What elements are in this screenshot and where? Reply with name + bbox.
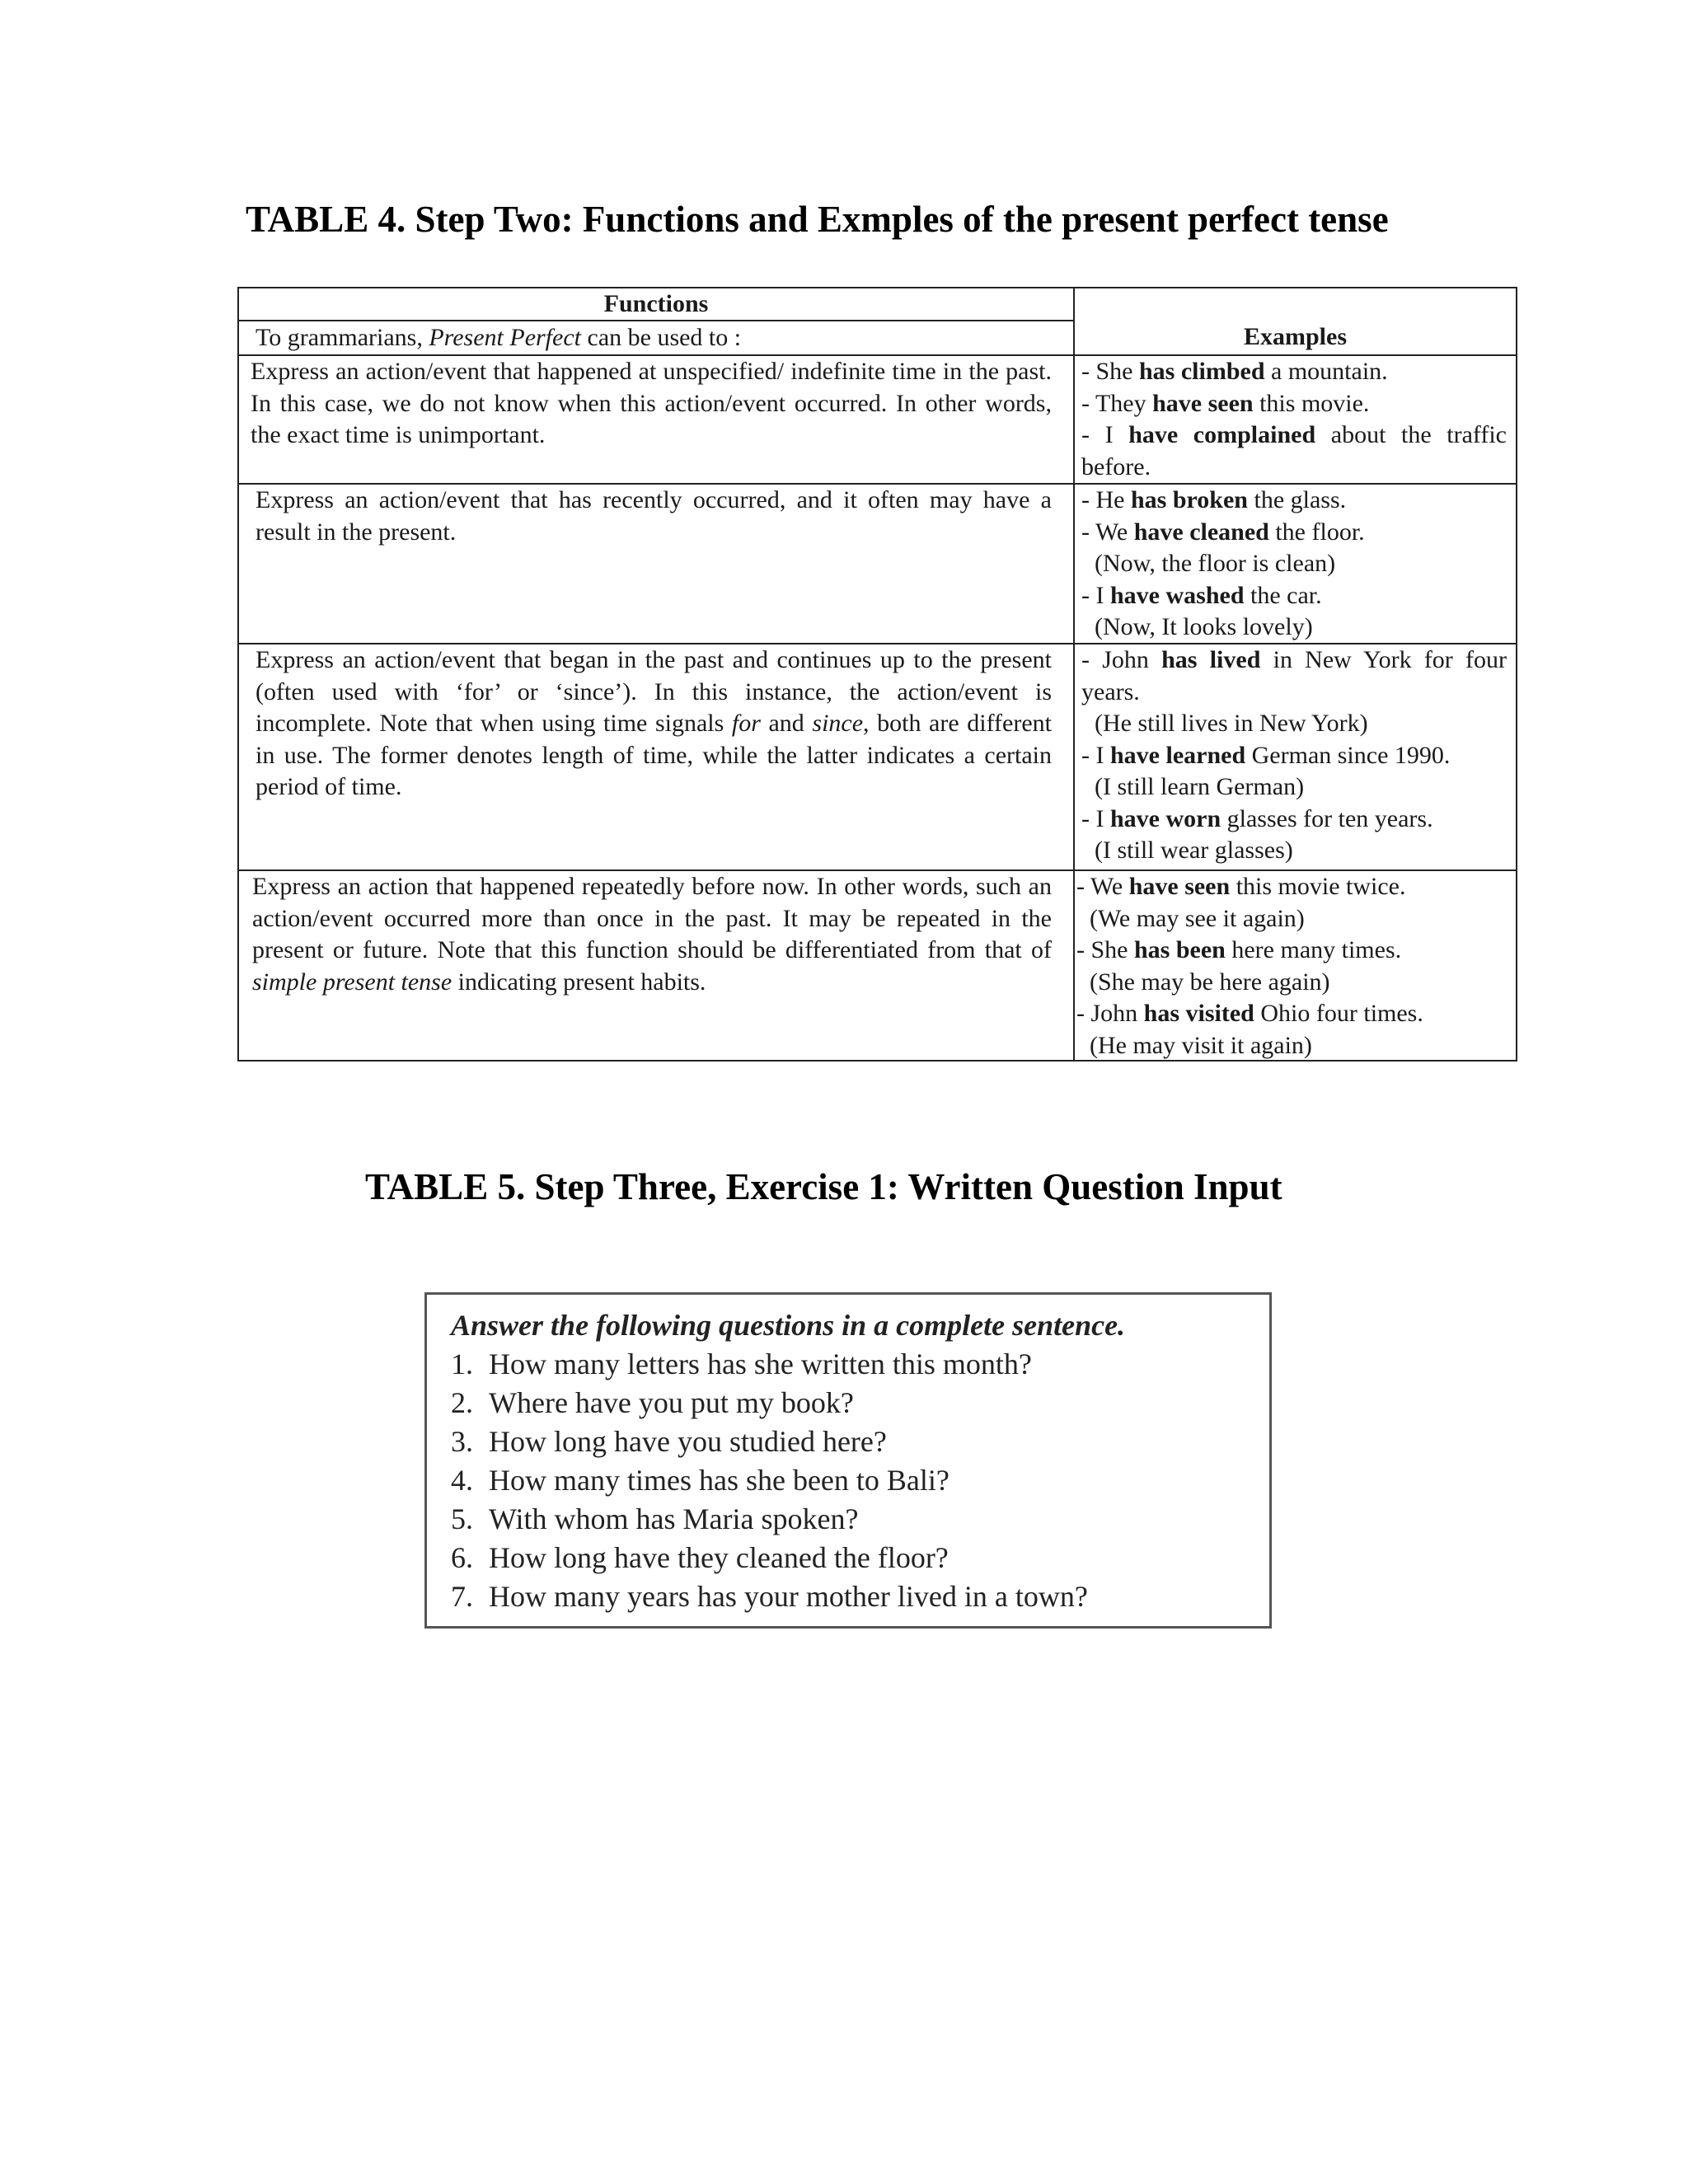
example-line: (He still lives in New York) <box>1095 710 1368 737</box>
examples-cell <box>1076 871 1507 1062</box>
list-item: 4. How many times has she been to Bali? <box>451 1464 950 1497</box>
example-line: - She has climbed a mountain. <box>1081 358 1388 385</box>
verb-phrase: have cleaned <box>1133 518 1269 546</box>
function-cell <box>256 485 1052 548</box>
functions-intro: To grammarians, Present Perfect can be used to : <box>256 324 742 351</box>
example-line: (I still wear glasses) <box>1095 837 1293 864</box>
functions-header: Functions <box>603 290 709 317</box>
verb-phrase: have washed <box>1109 581 1245 609</box>
verb-phrase: has lived <box>1161 646 1261 673</box>
function-text: Express an action/event that has recently occurred, and it often may have a result in the present. <box>256 486 1052 546</box>
verb-phrase: have worn <box>1109 804 1221 832</box>
function-cell <box>251 356 1052 452</box>
list-item: 3. How long have you studied here? <box>451 1425 887 1458</box>
examples-cell <box>1081 356 1507 483</box>
list-item: 6. How long have they cleaned the floor? <box>451 1541 949 1574</box>
example-line: - I have worn glasses for ten years. <box>1081 804 1433 832</box>
verb-phrase: has broken <box>1130 486 1248 513</box>
function-text: Express an action that happened repeatedly before now. In other words, such an action/event occurred more than once in the past. It may be repeated in the present or future. Note that this function should be differentiated from that of <box>252 873 1052 963</box>
question-list <box>451 1345 1269 1616</box>
exercise-instruction: Answer the following questions in a complete sentence. <box>451 1309 1126 1342</box>
verb-phrase: has climbed <box>1139 358 1265 385</box>
examples-cell <box>1081 485 1507 644</box>
function-cell <box>252 871 1052 998</box>
example-line: (He may visit it again) <box>1090 1031 1312 1059</box>
function-text: Express an action/event that began in the past and continues up to the present (often used with ‘for’ or ‘since’). In this instance, the action/event is incomplete. Note that when using time signals <box>256 646 1052 737</box>
examples-header: Examples <box>1243 323 1347 350</box>
list-item: 1. How many letters has she written this month? <box>451 1347 1032 1380</box>
example-line: (I still learn German) <box>1095 773 1305 800</box>
function-cell <box>256 644 1052 804</box>
list-item: 2. Where have you put my book? <box>451 1386 854 1419</box>
function-term: simple present tense <box>252 968 452 996</box>
example-line: - I have washed the car. <box>1081 581 1322 609</box>
example-line: - We have seen this movie twice. <box>1076 873 1406 900</box>
table4 <box>237 287 1517 1062</box>
list-item: 7. How many years has your mother lived in a town? <box>451 1580 1088 1613</box>
function-text: , both are different in use. The former denotes length of time, while the latter indicates a certain period of time. <box>256 710 1052 800</box>
function-text: indicating present habits. <box>452 968 706 996</box>
column-divider <box>1073 288 1075 1060</box>
example-line: - He has broken the glass. <box>1081 486 1347 513</box>
example-line: - John has lived in New York for four years. <box>1081 646 1507 705</box>
verb-phrase: have seen <box>1128 873 1231 900</box>
table4-title: TABLE 4. Step Two: Functions and Exmples of the present perfect tense <box>246 199 1389 240</box>
example-line: (Now, It looks lovely) <box>1095 613 1313 640</box>
verb-phrase: have learned <box>1109 741 1246 769</box>
function-text: and <box>760 710 813 737</box>
function-text: Express an action/event that happened at unspecified/ indefinite time in the past. In this case, we do not know when this action/event occurred. In other words, the exact time is unimportant. <box>251 358 1052 448</box>
examples-cell <box>1081 644 1507 867</box>
example-line: - We have cleaned the floor. <box>1081 518 1365 546</box>
example-line: - John has visited Ohio four times. <box>1076 1000 1423 1027</box>
function-term: for <box>731 710 761 737</box>
present-perfect-term: Present Perfect <box>429 324 581 351</box>
example-line: - I have complained about the traffic before. <box>1081 421 1507 480</box>
verb-phrase: has been <box>1134 936 1226 963</box>
example-line: - She has been here many times. <box>1076 936 1402 963</box>
list-item: 5. With whom has Maria spoken? <box>451 1502 859 1535</box>
example-line: - They have seen this movie. <box>1081 389 1370 417</box>
exercise-box <box>424 1292 1272 1629</box>
table5-title: TABLE 5. Step Three, Exercise 1: Written Question Input <box>365 1166 1282 1207</box>
example-line: - I have learned German since 1990. <box>1081 741 1451 769</box>
verb-phrase: has visited <box>1143 1000 1254 1027</box>
example-line: (She may be here again) <box>1090 968 1330 996</box>
verb-phrase: have complained <box>1128 421 1316 448</box>
function-term: since <box>812 710 864 737</box>
example-line: (We may see it again) <box>1090 904 1305 932</box>
verb-phrase: have seen <box>1152 389 1254 417</box>
example-line: (Now, the floor is clean) <box>1095 550 1336 577</box>
